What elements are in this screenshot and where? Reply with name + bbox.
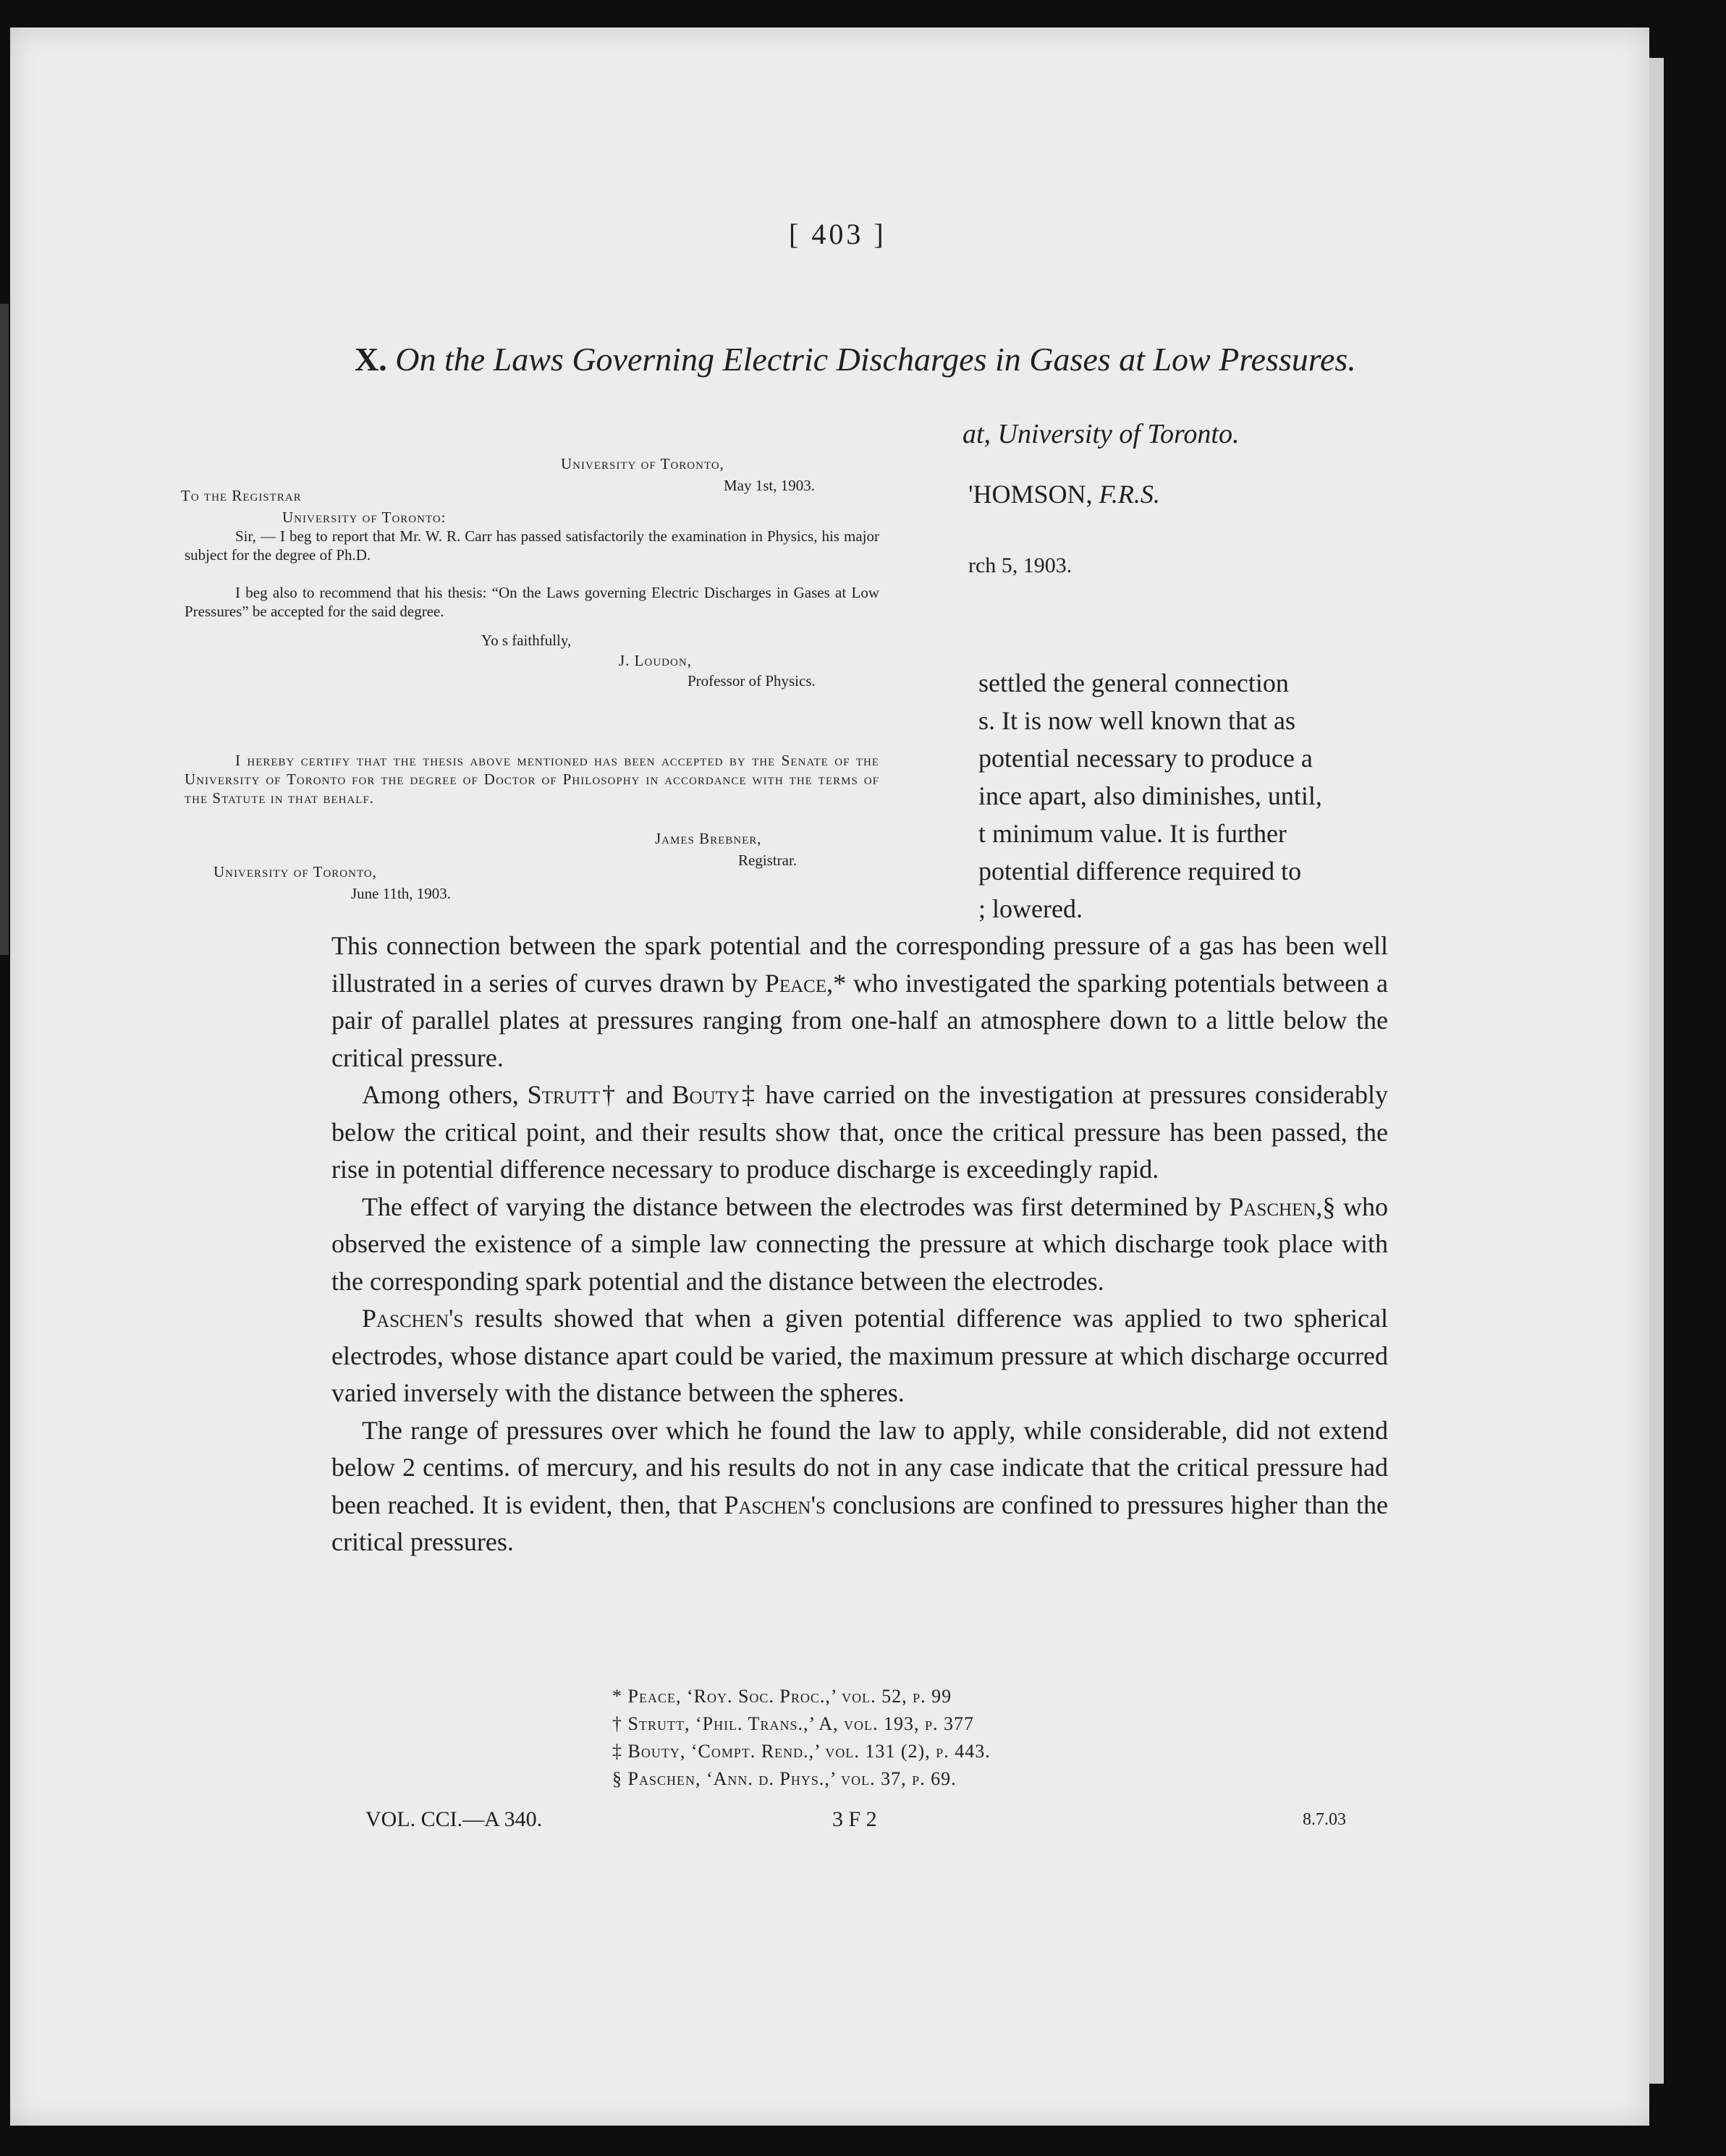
letter-closing: Yo s faithfully, (481, 632, 572, 649)
letter-signer: J. Loudon, (619, 652, 692, 669)
author-honours: F.R.S. (1099, 480, 1160, 509)
author-name: 'HOMSON, (968, 480, 1099, 509)
title-number: X. (355, 341, 387, 378)
footnote: ‡ Bouty, ‘Compt. Rend.,’ vol. 131 (2), p. 443. (612, 1741, 991, 1762)
author-ref: Paschen's (362, 1304, 464, 1333)
author-ref: Strutt (527, 1080, 601, 1109)
author-ref: Paschen's (724, 1490, 826, 1519)
footnote: † Strutt, ‘Phil. Trans.,’ A, vol. 193, p. 377 (612, 1713, 975, 1734)
page-edge-shadow (0, 304, 9, 955)
letter-header-university: University of Toronto, (561, 455, 724, 472)
text-fragment: potential difference required to (978, 857, 1302, 886)
letter-paragraph-2: I beg also to recommend that his thesis: “On the Laws governing Electric Discharges in Gases at Low Pressures” be accepted for the said degree. (185, 584, 879, 620)
footnote: § Paschen, ‘Ann. d. Phys.,’ vol. 37, p. 69. (612, 1768, 957, 1789)
text-fragment: s. It is now well known that as (978, 706, 1295, 735)
body-paragraph: Paschen's results showed that when a given potential difference was applied to two spherical electrodes, whose distance apart could be varied, the maximum pressure at which discharge occurred varied inversely with the distance between the spheres. (331, 1304, 1388, 1407)
body-paragraph: The effect of varying the distance between the electrodes was first determined by Paschen,§ who observed the existence of a simple law connecting the pressure at which discharge took place with the corresponding spark potential and the distance between the electrodes. (331, 1192, 1388, 1296)
letter-to-university: University of Toronto: (282, 509, 447, 526)
text-fragment: settled the general connection (978, 669, 1289, 697)
received-date: rch 5, 1903. (968, 553, 1073, 577)
certificate-date: June 11th, 1903. (351, 885, 452, 902)
footnote: * Peace, ‘Roy. Soc. Proc.,’ vol. 52, p. 99 (612, 1686, 952, 1707)
author-line (968, 479, 1160, 509)
body-paragraph: The range of pressures over which he found the law to apply, while considerable, did not extend below 2 centims. of mercury, and his results do not in any case indicate that the critical pressure had been reached. It is evident, then, that Paschen's conclusions are confined to pressures higher than the critical pressures. (331, 1415, 1388, 1556)
letter-header-date: May 1st, 1903. (724, 477, 815, 494)
footnotes (612, 1683, 991, 1793)
author-ref: Bouty (672, 1080, 740, 1109)
certificate-signer-title: Registrar. (738, 852, 798, 869)
paper-title (355, 340, 1368, 378)
text-fragment: ; lowered. (978, 894, 1083, 923)
footer-volume: VOL. CCI.—A 340. (365, 1807, 543, 1831)
footer-date: 8.7.03 (1303, 1810, 1346, 1829)
certificate-signer: James Brebner, (655, 830, 762, 847)
footer-signature: 3 F 2 (832, 1807, 877, 1831)
text-fragment: t minimum value. It is further (978, 819, 1287, 848)
letter-signer-title: Professor of Physics. (688, 672, 816, 689)
author-ref: Peace, (764, 968, 834, 998)
certificate-text: I hereby certify that the thesis above mentioned has been accepted by the Senate of the University of Toronto for the degree of Doctor of Philosophy in accordance with the terms of the Statute in that behalf. (185, 752, 879, 807)
letter-paragraph-1: Sir, — I beg to report that Mr. W. R. Carr has passed satisfactorily the examination in Physics, his major subject for the degree of Ph.D. (185, 527, 879, 564)
title-text: On the Laws Governing Electric Discharges in Gases at Low Pressures. (395, 341, 1356, 378)
certificate-university: University of Toronto, (213, 863, 377, 880)
page-right-edge (1649, 58, 1664, 2084)
author-ref: Paschen, (1229, 1192, 1323, 1221)
page-number: [ 403 ] (789, 218, 887, 250)
text-fragment: ince apart, also diminishes, until, (978, 781, 1322, 810)
body-paragraph: This connection between the spark potential and the corresponding pressure of a gas has been well illustrated in a series of curves drawn by Peace,* who investigated the sparking potentials between a pair of parallel plates at pressures ranging from one-half an atmosphere down to a little below the critical pressure. (331, 931, 1388, 1072)
body-text (331, 928, 1388, 1561)
author-affiliation: at, University of Toronto. (963, 419, 1240, 449)
text-fragment: potential necessary to produce a (978, 744, 1313, 773)
body-paragraph: Among others, Strutt† and Bouty‡ have carried on the investigation at pressures considerably below the critical point, and their results show that, once the critical pressure has been passed, the rise in potential difference necessary to produce discharge is exceedingly rapid. (331, 1080, 1388, 1184)
letter-to: To the Registrar (181, 487, 302, 504)
